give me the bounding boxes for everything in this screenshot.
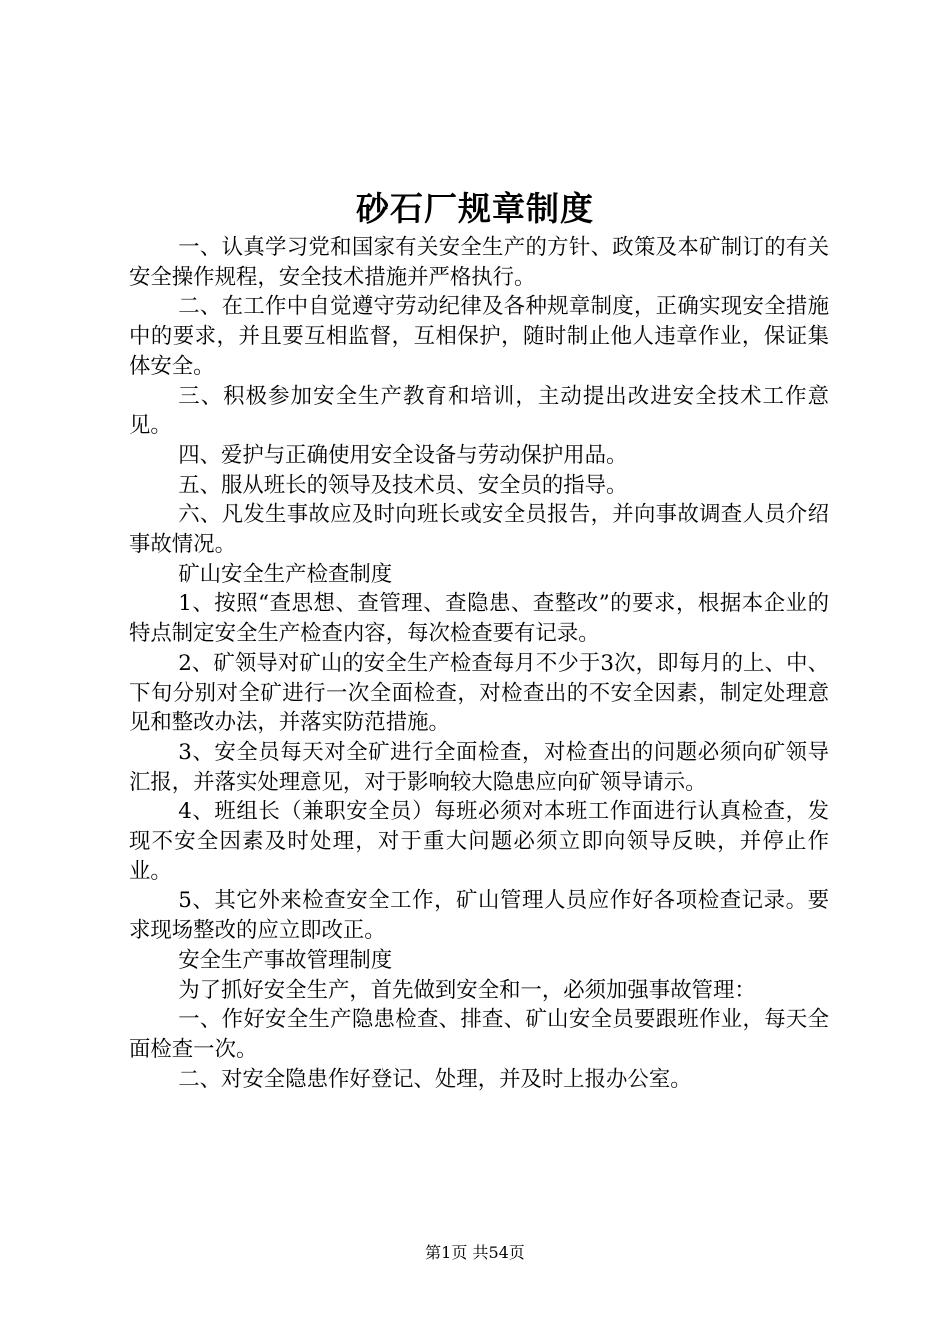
paragraph: 2、矿领导对矿山的安全生产检查每月不少于3次，即每月的上、中、下旬分别对全矿进行一次全面检查，对检查出的不安全因素，制定处理意见和整改办法，并落实防范措施。 — [129, 650, 829, 736]
paragraph: 5、其它外来检查安全工作，矿山管理人员应作好各项检查记录。要求现场整改的应立即改正。 — [129, 888, 829, 944]
paragraph: 二、在工作中自觉遵守劳动纪律及各种规章制度，正确实现安全措施中的要求，并且要互相监督，互相保护，随时制止他人违章作业，保证集体安全。 — [129, 294, 829, 379]
paragraph: 三、积极参加安全生产教育和培训，主动提出改进安全技术工作意见。 — [129, 383, 829, 439]
paragraph: 一、作好安全生产隐患检查、排查、矿山安全员要跟班作业，每天全面检查一次。 — [129, 1007, 829, 1062]
paragraph: 1、按照“查思想、查管理、查隐患、查整改”的要求，根据本企业的特点制定安全生产检查内容，每次检查要有记录。 — [129, 591, 829, 647]
section-heading: 安全生产事故管理制度 — [178, 947, 393, 973]
page-number-footer: 第1页 共54页 — [425, 1243, 525, 1262]
document-body — [129, 233, 829, 1094]
paragraph: 二、对安全隐患作好登记、处理，并及时上报办公室。 — [178, 1066, 692, 1092]
paragraph: 六、凡发生事故应及时向班长或安全员报告，并向事故调查人员介绍事故情况。 — [129, 502, 829, 558]
document-title: 砂石厂规章制度 — [356, 189, 594, 228]
section-heading: 矿山安全生产检查制度 — [178, 561, 393, 587]
paragraph: 3、安全员每天对全矿进行全面检查，对检查出的问题必须向矿领导汇报，并落实处理意见，对于影响较大隐患应向矿领导请示。 — [129, 739, 829, 795]
paragraph: 为了抓好安全生产，首先做到安全和一，必须加强事故管理： — [178, 977, 756, 1003]
paragraph: 4、班组长（兼职安全员）每班必须对本班工作面进行认真检查，发现不安全因素及时处理，对于重大问题必须立即向领导反映，并停止作业。 — [129, 799, 829, 884]
paragraph: 一、认真学习党和国家有关安全生产的方针、政策及本矿制订的有关安全操作规程，安全技术措施并严格执行。 — [129, 235, 829, 290]
paragraph: 四、爱护与正确使用安全设备与劳动保护用品。 — [178, 442, 628, 468]
paragraph: 五、服从班长的领导及技术员、安全员的指导。 — [178, 472, 628, 498]
